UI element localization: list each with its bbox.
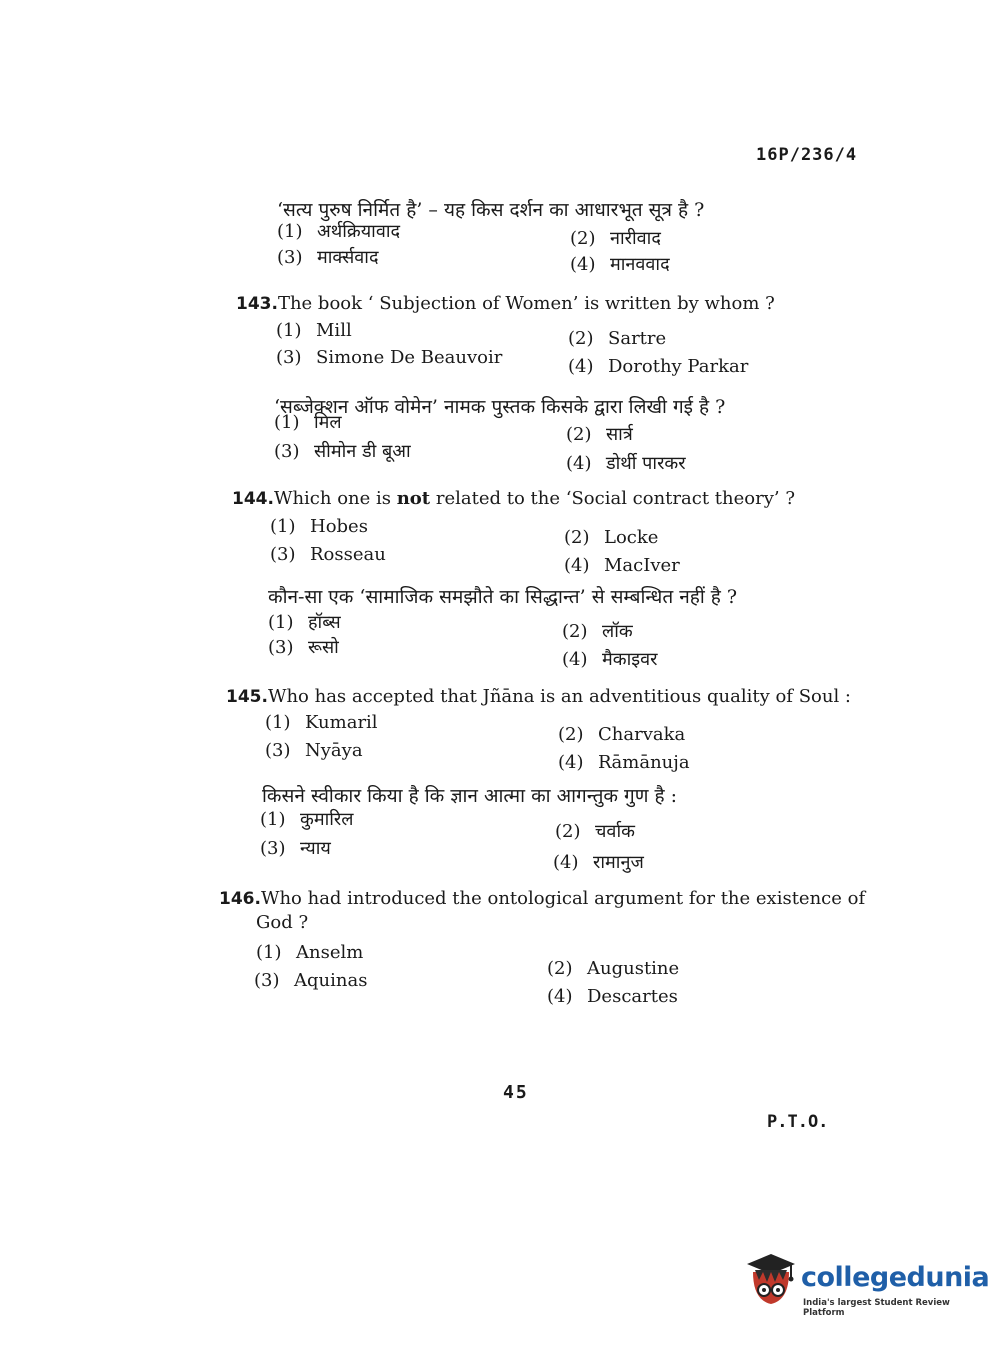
option-146-2: (2) Augustine: [547, 958, 680, 979]
option-145-hi-2: (2) चर्वाक: [555, 821, 635, 842]
question-146-line2: God ?: [256, 912, 309, 933]
option-144-hi-1: (1) हॉब्स: [268, 612, 341, 633]
mascot-icon: [741, 1250, 799, 1312]
option-145-hi-3: (3) न्याय: [260, 838, 331, 859]
option-143-hi-3: (3) सीमोन डी बूआ: [274, 441, 411, 462]
question-number: 145.: [226, 687, 268, 707]
pto-label: P.T.O.: [767, 1112, 829, 1132]
question-142-hindi-text: ‘सत्य पुरुष निर्मित है’ – यह किस दर्शन का आधारभूत सूत्र है ?: [277, 199, 705, 221]
option-146-4: (4) Descartes: [547, 986, 678, 1007]
option-144-hi-3: (3) रूसो: [268, 637, 339, 658]
option-145-4: (4) Rāmānuja: [558, 752, 690, 773]
option-145-1: (1) Kumaril: [265, 712, 378, 733]
option-145-3: (3) Nyāya: [265, 740, 363, 761]
paper-code: 16P/236/4: [756, 145, 858, 165]
option-142-3: (3) मार्क्सवाद: [277, 247, 379, 268]
question-number: 143.: [236, 294, 278, 314]
option-144-4: (4) MacIver: [564, 555, 680, 576]
option-144-1: (1) Hobes: [270, 516, 368, 537]
question-144: 144.Which one is not related to the ‘Social contract theory’ ?: [232, 488, 795, 509]
option-142-4: (4) मानववाद: [570, 254, 670, 275]
option-143-hi-1: (1) मिल: [274, 412, 342, 433]
option-142-1: (1) अर्थक्रियावाद: [277, 221, 401, 242]
option-143-2: (2) Sartre: [568, 328, 667, 349]
option-143-hi-2: (2) सार्त्र: [566, 424, 633, 445]
option-146-1: (1) Anselm: [256, 942, 364, 963]
collegedunia-logo: [741, 1250, 990, 1320]
question-143: [236, 293, 775, 314]
question-146: [219, 888, 865, 909]
question-text: The book ‘ Subjection of Women’ is written by whom ?: [277, 293, 775, 314]
option-144-2: (2) Locke: [564, 527, 659, 548]
question-text: Who has accepted that Jñāna is an adventitious quality of Soul :: [267, 686, 851, 707]
question-number: 146.: [219, 889, 261, 909]
emphasis-not: not: [396, 488, 431, 509]
option-144-3: (3) Rosseau: [270, 544, 386, 565]
question-143-hindi-text: ‘सब्जेक्शन ऑफ वोमेन’ नामक पुस्तक किसके द्वारा लिखी गई है ?: [274, 396, 726, 418]
brand-tagline: India's largest Student Review Platform: [803, 1298, 950, 1318]
option-143-3: (3) Simone De Beauvoir: [276, 347, 503, 368]
question-145: [226, 686, 851, 707]
question-number: 144.: [232, 489, 274, 509]
option-143-hi-4: (4) डोर्थी पारकर: [566, 453, 686, 474]
option-142-2: (2) नारीवाद: [570, 228, 661, 249]
question-text: Who had introduced the ontological argument for the existence of: [260, 888, 866, 909]
question-145-hindi-text: किसने स्वीकार किया है कि ज्ञान आत्मा का आगन्तुक गुण है :: [262, 785, 678, 807]
option-143-4: (4) Dorothy Parkar: [568, 356, 749, 377]
option-143-1: (1) Mill: [276, 320, 352, 341]
question-144-hindi-text: कौन-सा एक ‘सामाजिक समझौते का सिद्धान्त’ से सम्बन्धित नहीं है ?: [268, 586, 738, 608]
option-144-hi-2: (2) लॉक: [562, 621, 633, 642]
option-145-hi-1: (1) कुमारिल: [260, 809, 354, 830]
brand-name: collegedunia: [801, 1262, 990, 1293]
page-number: 45: [503, 1082, 529, 1103]
option-145-2: (2) Charvaka: [558, 724, 686, 745]
option-146-3: (3) Aquinas: [254, 970, 368, 991]
option-144-hi-4: (4) मैकाइवर: [562, 649, 658, 670]
option-145-hi-4: (4) रामानुज: [553, 852, 644, 873]
